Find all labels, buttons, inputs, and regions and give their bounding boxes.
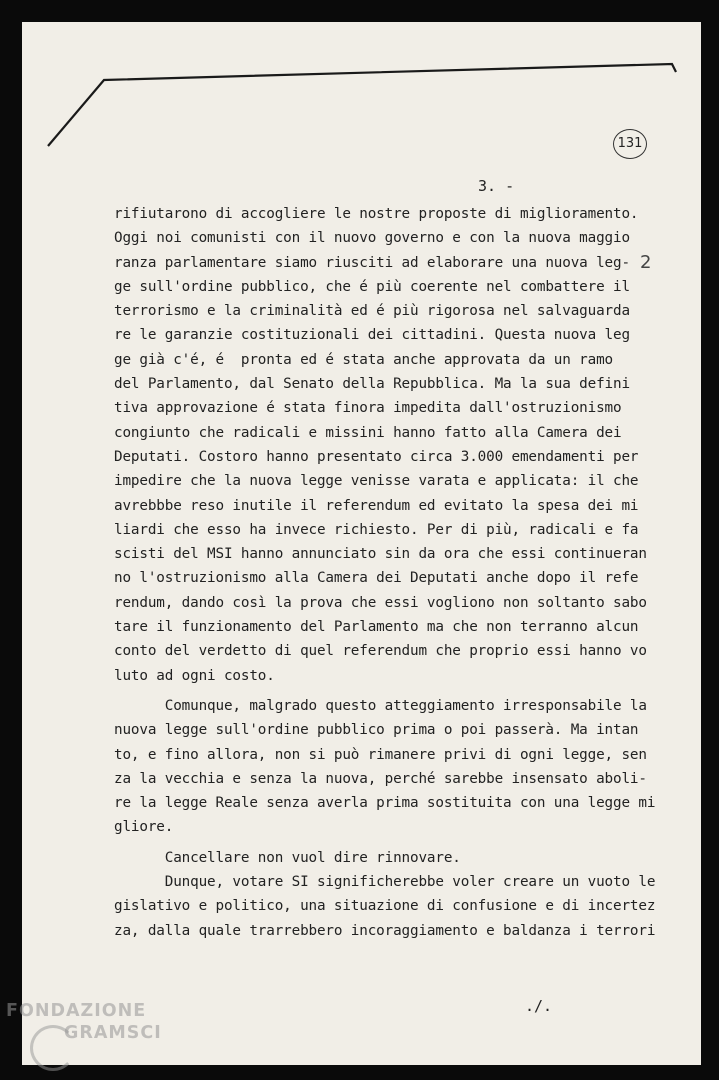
text-line: to, e fino allora, non si può rimanere privi di ogni legge, sen [114,746,647,763]
text-line: gislativo e politico, una situazione di confusione e di incertez [114,898,656,915]
text-line: conto del verdetto di quel referendum che proprio essi hanno vo [114,643,647,660]
watermark-line-2: GRAMSCI [64,1023,162,1043]
text-line: gliore. [114,819,174,836]
text-line: nuova legge sull'ordine pubblico prima o poi passerà. Ma intan [114,722,639,739]
text-line: tiva approvazione é stata finora impedita dall'ostruzionismo [114,400,622,417]
text-line: luto ad ogni costo. [114,667,275,684]
text-line: Dunque, votare SI significherebbe voler creare un vuoto le [114,874,656,891]
text-line: rendum, dando così la prova che essi vogliono non soltanto sabo [114,594,647,611]
continuation-mark: ./. [525,997,553,1015]
text-line: Comunque, malgrado questo atteggiamento irresponsabile la [114,697,647,714]
text-line: del Parlamento, dal Senato della Repubblica. Ma la sua defini [114,376,630,393]
text-line: tare il funzionamento del Parlamento ma che non terranno alcun [114,619,639,636]
watermark-line-1: FONDAZIONE [6,1001,147,1021]
text-line: Cancellare non vuol dire rinnovare. [114,849,461,866]
text-line: za la vecchia e senza la nuova, perché sarebbe insensato aboli- [114,770,647,787]
text-line: ranza parlamentare siamo riusciti ad elaborare una nuova leg- [114,254,630,271]
folded-corner-line [22,22,701,182]
text-line: impedire che la nuova legge venisse varata e applicata: il che [114,473,639,490]
text-line: Oggi noi comunisti con il nuovo governo e con la nuova maggio [114,230,630,247]
text-line: congiunto che radicali e missini hanno fatto alla Camera dei [114,424,622,441]
text-line: re la legge Reale senza averla prima sostituita con una legge mi [114,795,656,812]
text-line: terrorismo e la criminalità ed é più rigorosa nel salvaguarda [114,303,630,320]
text-line: rifiutarono di accogliere le nostre proposte di miglioramento. [114,206,639,222]
text-line: ge sull'ordine pubblico, che é più coerente nel combattere il [114,278,630,295]
text-line: no l'ostruzionismo alla Camera dei Deputati anche dopo il refe [114,570,639,587]
text-line: re le garanzie costituzionali dei cittadini. Questa nuova leg [114,327,630,344]
archive-page-stamp: 131 [613,129,647,159]
text-line: scisti del MSI hanno annunciato sin da ora che essi continueran [114,546,647,563]
text-line: ge già c'é, é pronta ed é stata anche approvata da un ramo [114,351,613,368]
text-line: za, dalla quale trarrebbero incoraggiamento e baldanza i terrori [114,922,656,939]
margin-annotation: 2 [640,252,652,273]
text-line: avrebbbe reso inutile il referendum ed evitato la spesa dei mi [114,497,639,514]
text-line: liardi che esso ha invece richiesto. Per di più, radicali e fa [114,521,639,538]
page-number: 3. - [478,177,515,195]
watermark [6,1000,162,1044]
text-line: Deputati. Costoro hanno presentato circa 3.000 emendamenti per [114,448,639,465]
document-page [22,22,701,1065]
typewritten-body [114,202,704,943]
